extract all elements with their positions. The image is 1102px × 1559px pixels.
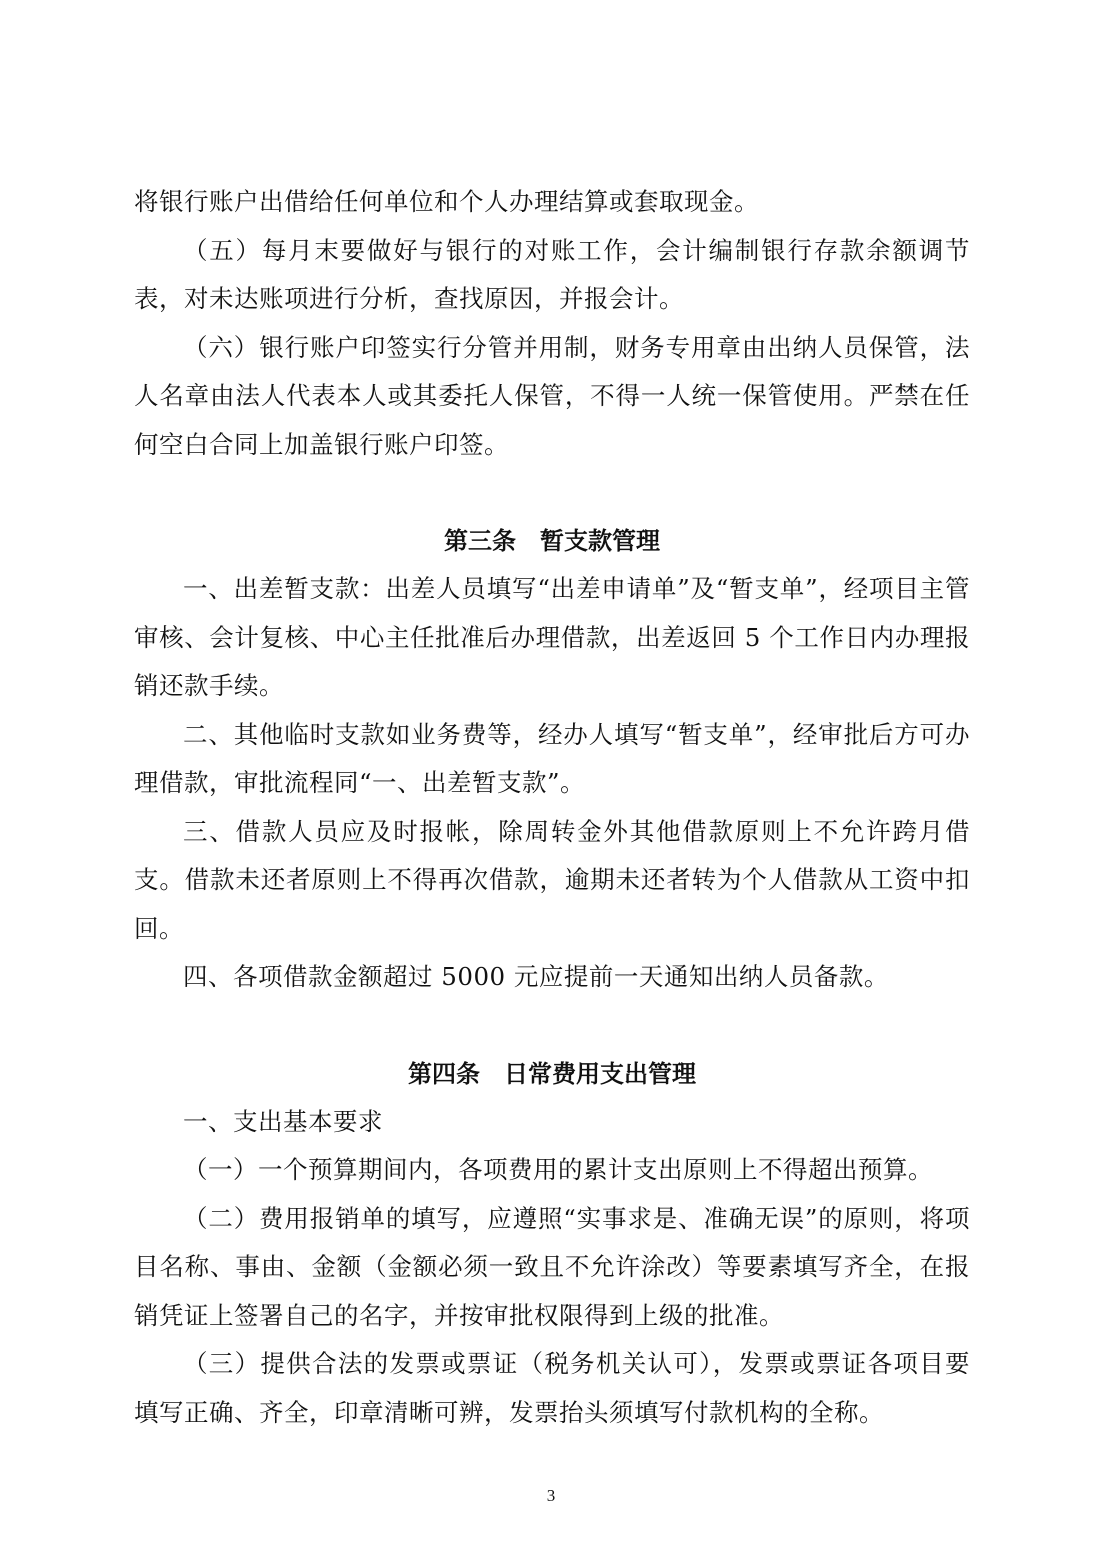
section-spacer bbox=[134, 1002, 970, 1050]
page-number: 3 bbox=[546, 1486, 556, 1505]
section-4-paragraph-1: 一、支出基本要求 bbox=[183, 1106, 383, 1136]
section-4-paragraph-2: （一）一个预算期间内，各项费用的累计支出原则上不得超出预算。 bbox=[183, 1155, 933, 1184]
section-3-paragraph-4: 四、各项借款金额超过 5000 元应提前一天通知出纳人员备款。 bbox=[183, 962, 889, 991]
section-3-paragraph-3: 三、借款人员应及时报帐，除周转金外其他借款原则上不允许跨月借支。借款未还者原则上不得再次借款，逾期未还者转为个人借款从工资中扣回。 bbox=[134, 816, 970, 943]
paragraph-continued: 将银行账户出借给任何单位和个人办理结算或套取现金。 bbox=[134, 187, 759, 216]
section-3-heading: 第三条 暂支款管理 bbox=[444, 527, 660, 555]
section-3-paragraph-2: 二、其他临时支款如业务费等，经办人填写“暂支单”，经审批后方可办理借款，审批流程同“一、出差暂支款”。 bbox=[134, 719, 970, 797]
section-3-paragraph-1: 一、出差暂支款：出差人员填写“出差申请单”及“暂支单”，经项目主管审核、会计复核、中心主任批准后办理借款，出差返回 5 个工作日内办理报销还款手续。 bbox=[134, 574, 970, 700]
paragraph-item-5: （五）每月末要做好与银行的对账工作，会计编制银行存款余额调节表，对未达账项进行分析，查找原因，并报会计。 bbox=[134, 235, 970, 313]
section-4-paragraph-4: （三）提供合法的发票或票证（税务机关认可），发票或票证各项目要填写正确、齐全，印章清晰可辨，发票抬头须填写付款机构的全称。 bbox=[134, 1349, 970, 1427]
paragraph-item-6: （六）银行账户印签实行分管并用制，财务专用章由出纳人员保管，法人名章由法人代表本人或其委托人保管，不得一人统一保管使用。严禁在任何空白合同上加盖银行账户印签。 bbox=[134, 332, 970, 459]
document-body bbox=[134, 178, 970, 1437]
section-4-heading: 第四条 日常费用支出管理 bbox=[408, 1059, 696, 1088]
section-4-paragraph-3: （二）费用报销单的填写，应遵照“实事求是、准确无误”的原则，将项目名称、事由、金额（金额必须一致且不允许涂改）等要素填写齐全，在报销凭证上签署自己的名字，并按审批权限得到上级的批准。 bbox=[134, 1203, 970, 1330]
section-spacer bbox=[134, 469, 970, 517]
